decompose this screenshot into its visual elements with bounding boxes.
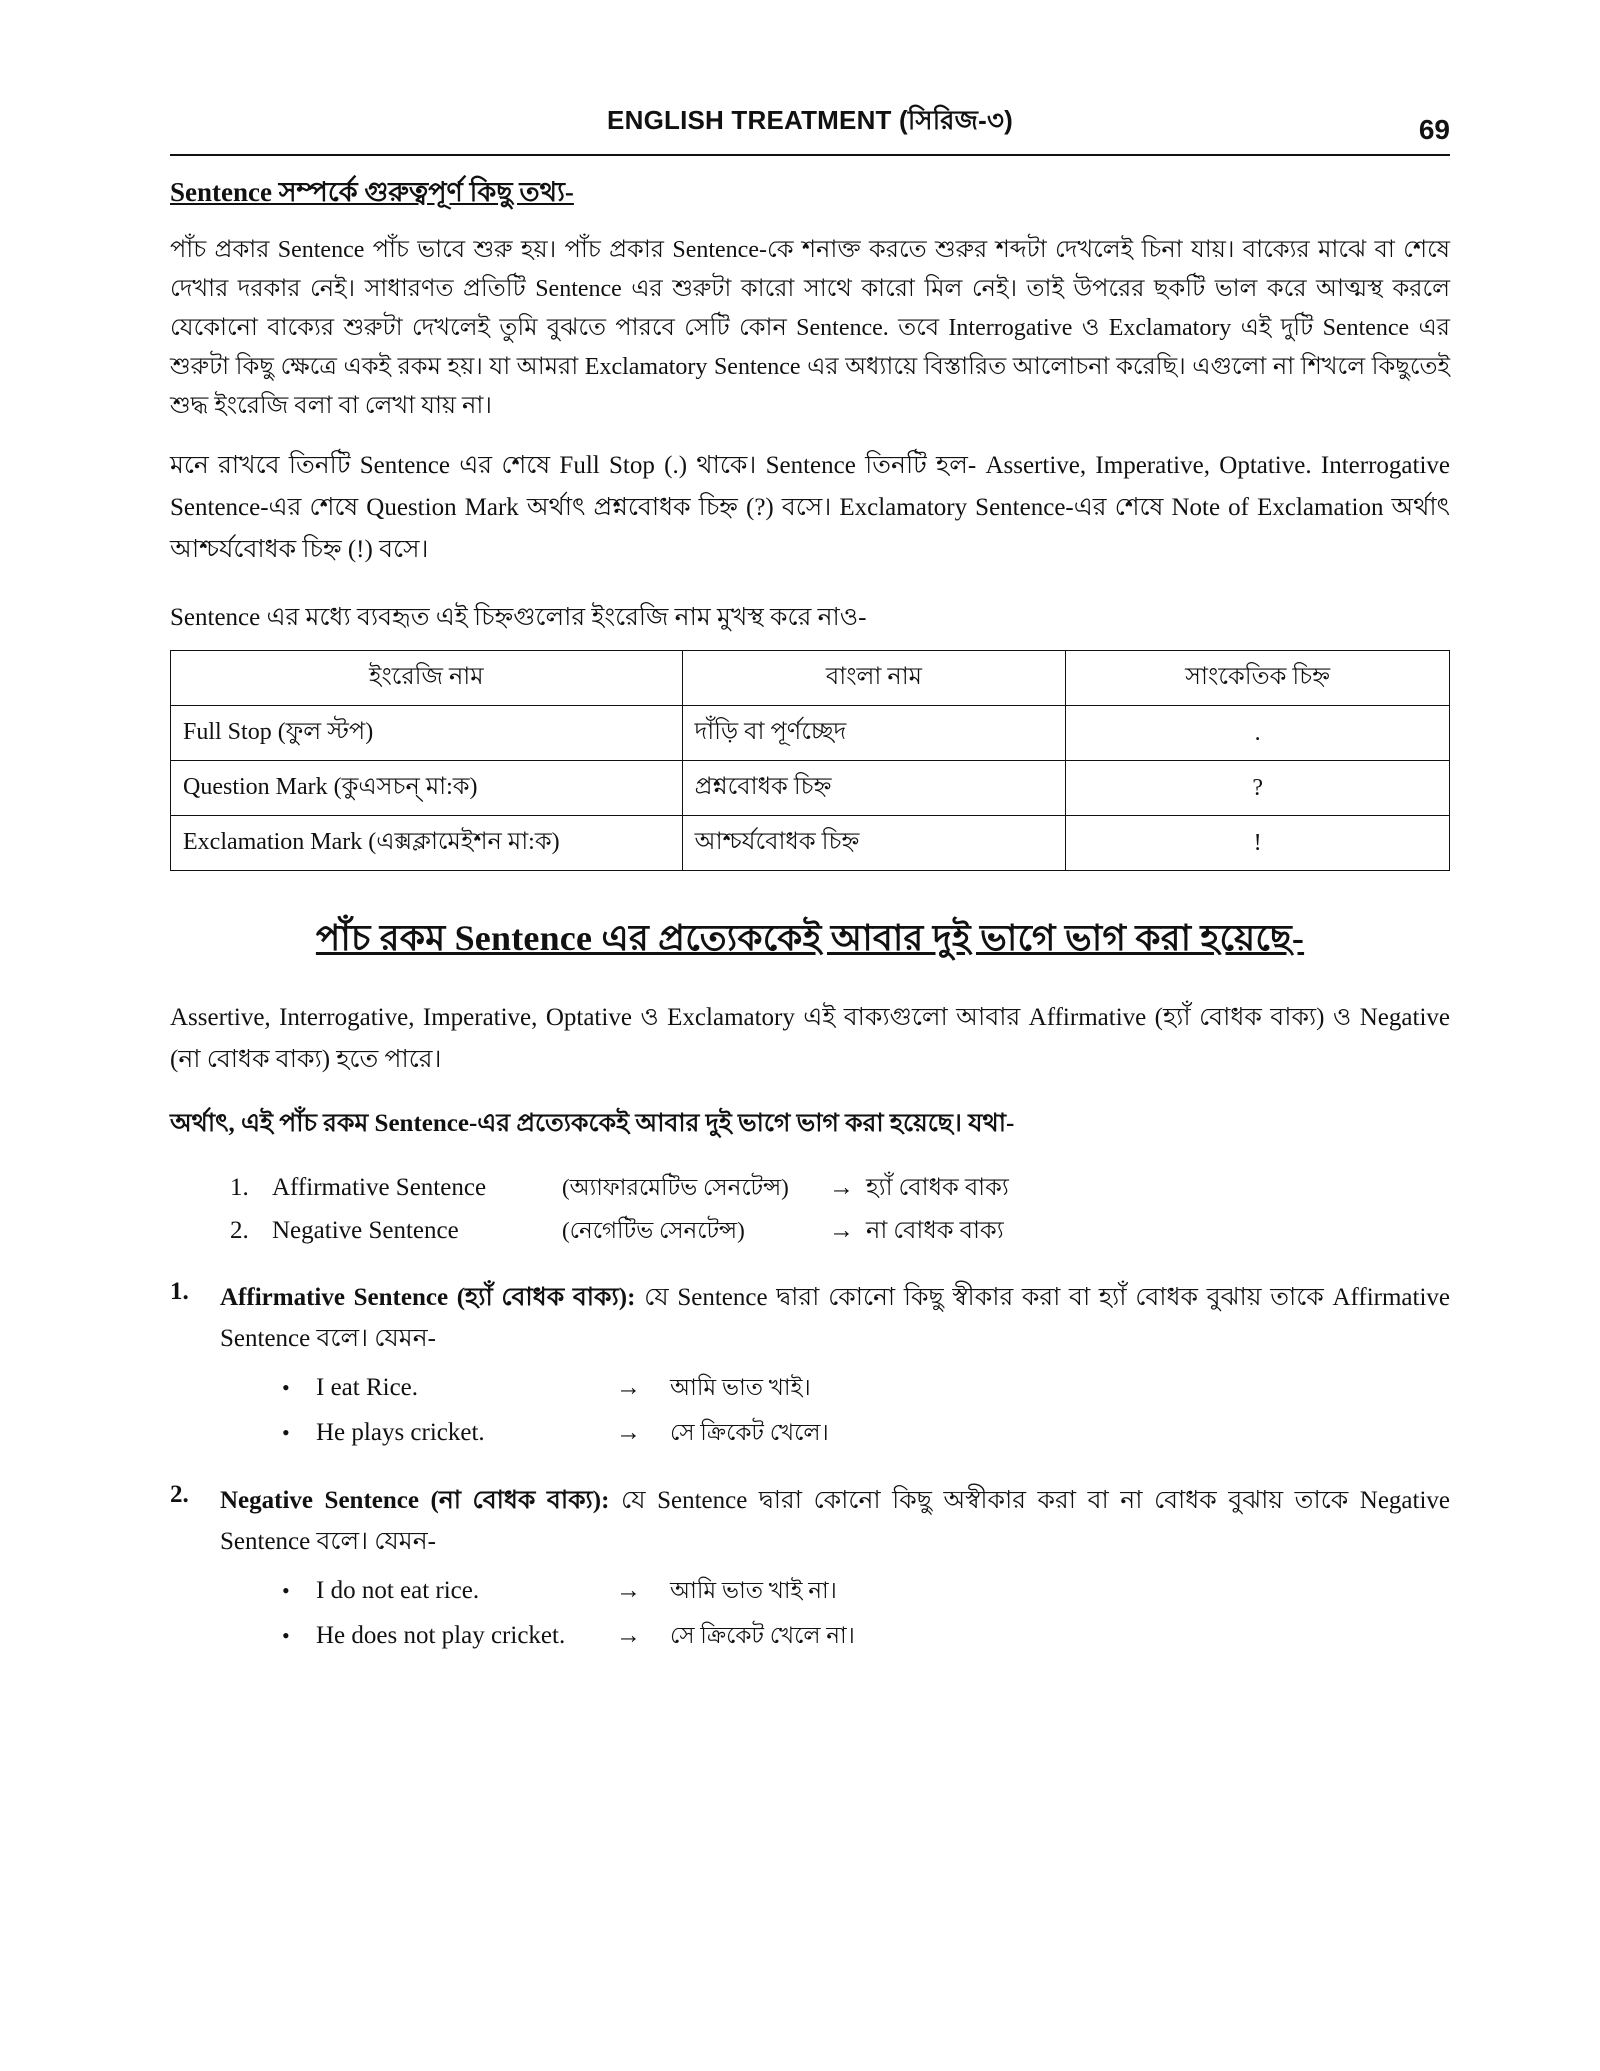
arrow-icon: → <box>616 1577 641 1605</box>
affirmative-title: Affirmative Sentence (হ্যাঁ বোধক বাক্য): <box>220 1284 636 1312</box>
arrow-icon: → <box>616 1622 641 1650</box>
bullet-icon: • <box>282 1375 290 1401</box>
list-item <box>282 1365 1450 1410</box>
cell-bangla-name: প্রশ্নবোধক চিহ্ন <box>682 761 1066 816</box>
section-paragraph-2: মনে রাখবে তিনটি Sentence এর শেষে Full Stop (.) থাকে। Sentence তিনটি হল- Assertive, Imperative, Optative. Interrogative Sentence-এর শেষে Question Mark অর্থাৎ প্রশ্নবোধক চিহ্ন (?) বসে। Exclamatory Sentence-এর শেষে Note of Exclamation অর্থাৎ আশ্চর্যবোধক চিহ্ন (!) বসে। <box>170 452 1450 564</box>
example-english: I eat Rice. <box>316 1374 419 1402</box>
book-title: ENGLISH TREATMENT (সিরিজ-৩) <box>607 105 1013 135</box>
division-paragraph-2: অর্থাৎ, এই পাঁচ রকম Sentence-এর প্রত্যেককেই আবার দুই ভাগে ভাগ করা হয়েছে। যথা- <box>170 1110 1015 1138</box>
negative-number: 2. <box>170 1481 189 1509</box>
cell-symbol: ? <box>1066 761 1450 816</box>
list-item-transliteration: (অ্যাফারমেটিভ সেনটেন্স) <box>562 1175 789 1201</box>
example-english: He does not play cricket. <box>316 1622 566 1650</box>
cell-english-name: Exclamation Mark (এক্সক্লামেইশন মা:ক) <box>171 816 683 871</box>
negative-definition <box>220 1481 1450 1562</box>
division-list <box>170 1167 1450 1252</box>
table-header-bangla: বাংলা নাম <box>682 651 1066 706</box>
list-item <box>282 1568 1450 1613</box>
negative-title: Negative Sentence (না বোধক বাক্য): <box>220 1487 610 1515</box>
cell-bangla-name: দাঁড়ি বা পূর্ণচ্ছেদ <box>682 706 1066 761</box>
negative-definition-text: যে Sentence দ্বারা কোনো কিছু অস্বীকার করা বা না বোধক বুঝায় তাকে Negative Sentence বলে। যেমন- <box>220 1487 1450 1555</box>
cell-symbol: . <box>1066 706 1450 761</box>
section-title: Sentence সম্পর্কে গুরুত্বপূর্ণ কিছু তথ্য- <box>170 177 574 207</box>
affirmative-examples <box>220 1365 1450 1455</box>
arrow-icon: → <box>829 1174 854 1202</box>
example-bangla: আমি ভাত খাই। <box>670 1375 811 1401</box>
list-item-transliteration: (নেগেটিভ সেনটেন্স) <box>562 1217 745 1243</box>
affirmative-definition <box>220 1278 1450 1359</box>
negative-section <box>170 1481 1450 1658</box>
table-row <box>171 706 1450 761</box>
list-item-label: Affirmative Sentence <box>272 1174 487 1202</box>
affirmative-number: 1. <box>170 1278 189 1306</box>
table-header-english: ইংরেজি নাম <box>171 651 683 706</box>
negative-examples <box>220 1568 1450 1658</box>
section-paragraph-1: পাঁচ প্রকার Sentence পাঁচ ভাবে শুরু হয়। পাঁচ প্রকার Sentence-কে শনাক্ত করতে শুরুর শব্দটা দেখলেই চিনা যায়। বাক্যের মাঝে বা শেষে দেখার দরকার নেই। সাধারণত প্রতিটি Sentence এর শুরুটা কারো সাথে কারো মিল নেই। তাই উপরের ছকটি ভাল করে আত্মস্থ করলে যেকোনো বাক্যের শুরুটা দেখলেই তুমি বুঝতে পারবে সেটি কোন Sentence. তবে Interrogative ও Exclamatory এই দুটি Sentence এর শুরুটা কিছু ক্ষেত্রে একই রকম হয়। যা আমরা Exclamatory Sentence এর অধ্যায়ে বিস্তারিত আলোচনা করেছি। এগুলো না শিখলে কিছুতেই শুদ্ধ ইংরেজি বলা বা লেখা যায় না। <box>170 237 1450 419</box>
list-item <box>230 1210 1450 1253</box>
arrow-icon: → <box>616 1374 641 1402</box>
example-bangla: আমি ভাত খাই না। <box>670 1578 837 1604</box>
affirmative-section <box>170 1278 1450 1455</box>
example-english: He plays cricket. <box>316 1419 485 1447</box>
example-english: I do not eat rice. <box>316 1577 480 1605</box>
page-number: 69 <box>1418 114 1450 145</box>
division-heading: পাঁচ রকম Sentence এর প্রত্যেককেই আবার দুই ভাগে ভাগ করা হয়েছে- <box>315 918 1305 959</box>
affirmative-definition-text: যে Sentence দ্বারা কোনো কিছু স্বীকার করা বা হ্যাঁ বোধক বুঝায় তাকে Affirmative Sentence বলে। যেমন- <box>220 1284 1450 1352</box>
table-lead-text: Sentence এর মধ্যে ব্যবহৃত এই চিহ্নগুলোর ইংরেজি নাম মুখস্থ করে নাও- <box>170 604 867 632</box>
table-row <box>171 816 1450 871</box>
table-row <box>171 761 1450 816</box>
list-item-meaning: হ্যাঁ বোধক বাক্য <box>866 1175 1009 1202</box>
division-paragraph-1: Assertive, Interrogative, Imperative, Optative ও Exclamatory এই বাক্যগুলো আবার Affirmative (হ্যাঁ বোধক বাক্য) ও Negative (না বোধক বাক্য) হতে পারে। <box>170 1004 1450 1074</box>
bullet-icon: • <box>282 1623 290 1649</box>
cell-english-name: Question Mark (কুএসচন্ মা:ক) <box>171 761 683 816</box>
table-header-symbol: সাংকেতিক চিহ্ন <box>1066 651 1450 706</box>
list-item-meaning: না বোধক বাক্য <box>866 1217 1004 1244</box>
list-item-label: Negative Sentence <box>272 1216 459 1244</box>
bullet-icon: • <box>282 1420 290 1446</box>
example-bangla: সে ক্রিকেট খেলে। <box>670 1420 829 1446</box>
header-divider <box>170 154 1450 156</box>
list-item-number: 1. <box>230 1174 249 1202</box>
arrow-icon: → <box>616 1419 641 1447</box>
example-bangla: সে ক্রিকেট খেলে না। <box>670 1623 855 1649</box>
cell-english-name: Full Stop (ফুল স্টপ) <box>171 706 683 761</box>
cell-symbol: ! <box>1066 816 1450 871</box>
cell-bangla-name: আশ্চর্যবোধক চিহ্ন <box>682 816 1066 871</box>
list-item <box>282 1410 1450 1455</box>
list-item <box>282 1613 1450 1658</box>
table-header-row <box>171 651 1450 706</box>
punctuation-table <box>170 650 1450 871</box>
bullet-icon: • <box>282 1578 290 1604</box>
arrow-icon: → <box>829 1216 854 1244</box>
list-item <box>230 1167 1450 1210</box>
list-item-number: 2. <box>230 1216 249 1244</box>
page-header <box>170 100 1450 154</box>
